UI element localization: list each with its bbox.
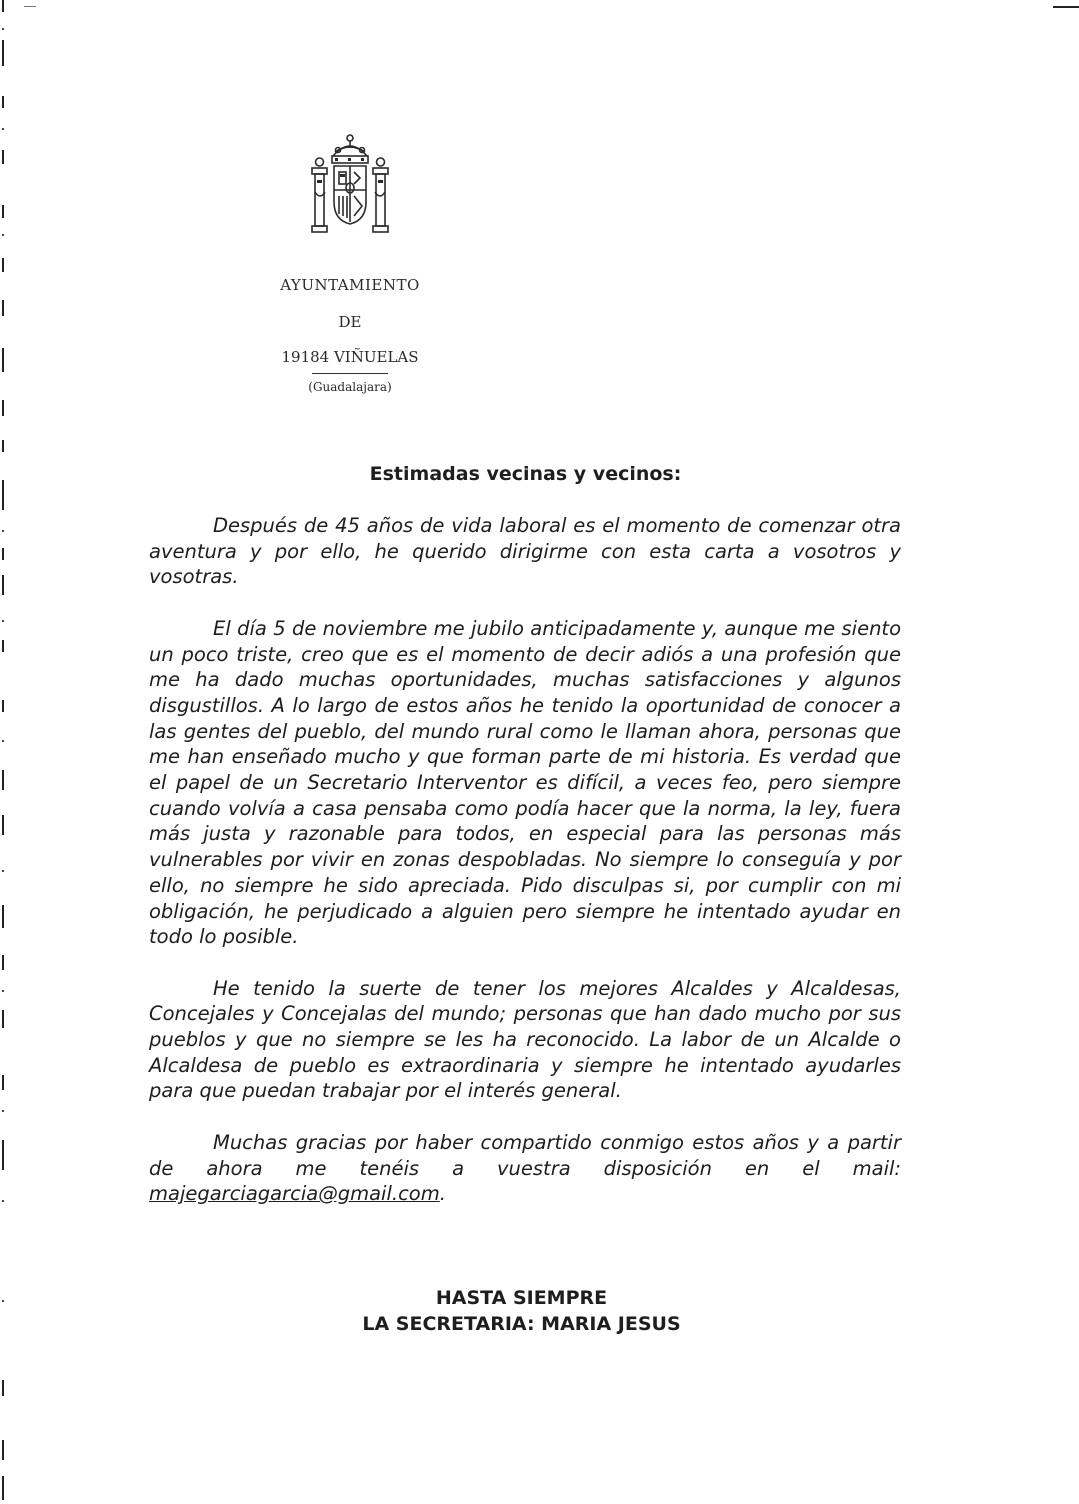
paragraph-1: Después de 45 años de vida laboral es el momento de comenzar otra aventura y por ello, he querido dirigirme con esta carta a vosotros y vosotras. [149, 514, 901, 589]
letterhead-line-2: DE [338, 313, 362, 331]
closing-line-1: HASTA SIEMPRE [435, 1287, 608, 1309]
paragraph-4-text: Muchas gracias por haber compartido conmigo estos años y a partir de ahora me tenéis a vuestra disposición en el mail: [149, 1130, 901, 1180]
scan-margin-marks [0, 0, 10, 1500]
signature-line: LA SECRETARIA: MARIA JESUS [362, 1313, 681, 1335]
letterhead-line-4: (Guadalajara) [308, 380, 392, 394]
paragraph-4 [149, 1130, 901, 1207]
paragraph-3: He tenido la suerte de tener los mejores Alcaldes y Alcaldesas, Concejales y Concejalas del mundo; personas que han dado mucho por sus pueblos y que no siempre se les ha reconocido. La labor de un Alcalde o Alcaldesa de pueblo es extraordinaria y siempre he intentado ayudarles para que puedan trabajar por el interés general. [149, 976, 901, 1103]
greeting: Estimadas vecinas y vecinos: [369, 463, 682, 485]
paragraph-4-end: . [439, 1182, 446, 1206]
letterhead [250, 130, 450, 397]
scan-top-tick [24, 6, 36, 7]
email-link[interactable]: majegarciagarcia@gmail.com [149, 1182, 440, 1206]
closing [0, 1285, 1043, 1337]
letter-body [149, 513, 901, 1233]
letterhead-divider [312, 373, 388, 374]
coat-of-arms-icon [305, 130, 395, 240]
letterhead-line-1: AYUNTAMIENTO [280, 276, 420, 294]
scan-top-rule [1053, 6, 1079, 8]
letterhead-line-3: 19184 VIÑUELAS [281, 348, 419, 366]
paragraph-2: El día 5 de noviembre me jubilo anticipadamente y, aunque me siento un poco triste, creo que es el momento de decir adiós a una profesión que me ha dado muchas oportunidades, muchas satisfacciones y algunos disgustillos. A lo largo de estos años he tenido la oportunidad de conocer a las gentes del pueblo, del mundo rural como le llaman ahora, personas que me han enseñado mucho y que forman parte de mi historia. Es verdad que el papel de un Secretario Interventor es difícil, a veces feo, pero siempre cuando volvía a casa pensaba como podía hacer que la norma, la ley, fuera más justa y razonable para todos, en especial para las personas más vulnerables por vivir en zonas despobladas. No siempre lo conseguía y por ello, no siempre he sido apreciada. Pido disculpas si, por cumplir con mi obligación, he perjudicado a alguien pero siempre he intentado ayudar en todo lo posible. [149, 616, 901, 949]
